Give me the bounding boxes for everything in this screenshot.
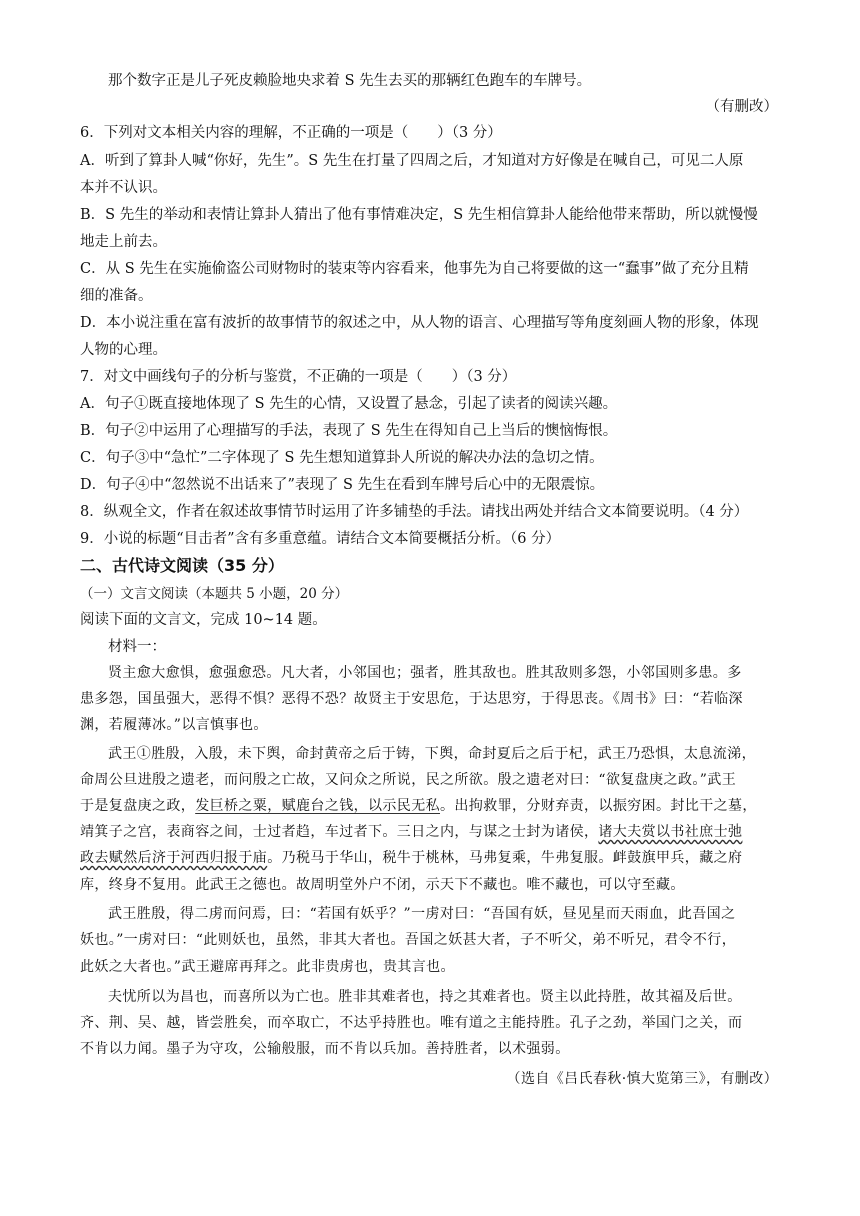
para3-line1: 武王胜殷，得二虏而问焉，曰：“若国有妖乎？”一虏对曰：“吾国有妖，昼见星而天雨血，此吾国之: [108, 906, 736, 922]
para3-line2: 妖也。”一虏对曰：“此则妖也，虽然，非其大者也。吾国之妖甚大者，子不听父，弟不听兄，君令不行，: [80, 932, 737, 948]
para2-line4-text-a: 靖箕子之宫，表商容之间，士过者趋，车过者下。三日之内，与谋之士封为诸侯，: [80, 824, 599, 840]
q7-option-c: C．句子③中“急忙”二字体现了 S 先生想知道算卦人所说的解决办法的急切之情。: [80, 450, 604, 466]
para1-line3: 渊，若履薄冰。”以言慎事也。: [80, 717, 268, 733]
q6-option-b-cont: 地走上前去。: [80, 234, 167, 250]
q6-option-d-cont: 人物的心理。: [80, 342, 167, 358]
wavy-underlined-sentence-a: 诸大夫赏以书社庶士弛: [598, 824, 743, 840]
subsection-title: （一）文言文阅读（本题共 5 小题，20 分）: [80, 586, 349, 602]
para2-line5: [80, 849, 780, 867]
q6-option-d: D．本小说注重在富有波折的故事情节的叙述之中，从人物的语言、心理描写等角度刻画人物的形象，体现: [80, 315, 759, 331]
q6-option-a: A．听到了算卦人喊“你好，先生”。S 先生在打量了四周之后，才知道对方好像是在喊自己，可见二人原: [80, 153, 744, 169]
underlined-sentence-1: 发巨桥之粟，赋鹿台之钱，以示民无私: [195, 798, 441, 814]
q6-option-c-cont: 细的准备。: [80, 288, 153, 304]
para2-line3-text-b: 。出拘救罪，分财弃责，以振穷困。封比干之墓，: [440, 798, 757, 814]
q9: 9．小说的标题“目击者”含有多重意蕴。请结合文本简要概括分析。（6 分）: [80, 531, 561, 547]
q7-option-b: B．句子②中运用了心理描写的手法，表现了 S 先生在得知自己上当后的懊恼悔恨。: [80, 423, 618, 439]
para4-line3: 不肯以力闻。墨子为守攻，公输般服，而不肯以兵加。善持胜者，以术强弱。: [80, 1041, 570, 1057]
q6-option-b: B．S 先生的举动和表情让算卦人猜出了他有事情难决定，S 先生相信算卦人能给他带来帮助，所以就慢慢: [80, 207, 758, 223]
section-title: 二、古代诗文阅读（35 分）: [80, 556, 284, 575]
para2-line4: [80, 823, 780, 841]
para2-line1: 武王①胜殷，入殷，未下舆，命封黄帝之后于铸，下舆，命封夏后之后于杞，武王乃恐惧，太息流涕，: [108, 746, 756, 762]
material-label: 材料一：: [108, 639, 166, 655]
wavy-underlined-sentence-b: 政去赋然后济于河西归报于庙: [80, 850, 268, 866]
passage-note: （有删改）: [705, 99, 778, 115]
para4-line1: 夫忧所以为昌也，而喜所以为亡也。胜非其难者也，持之其难者也。贤主以此持胜，故其福及后世。: [108, 989, 742, 1005]
para2-line5-text-b: 。乃税马于华山，税牛于桃林，马弗复乘，牛弗复服。衅鼓旗甲兵，藏之府: [267, 850, 743, 866]
para2-line3: [80, 797, 780, 815]
para2-line3-text-a: 于是复盘庚之政，: [80, 798, 196, 814]
q6-option-c: C．从 S 先生在实施偷盗公司财物时的装束等内容看来，他事先为自己将要做的这一“蠢事”做了充分且精: [80, 261, 749, 277]
para2-line6: 库，终身不复用。此武王之德也。故周明堂外户不闭，示天下不藏也。唯不藏也，可以守至藏。: [80, 877, 685, 893]
q7-option-d: D．句子④中“忽然说不出话来了”表现了 S 先生在看到车牌号后心中的无限震惊。: [80, 477, 605, 493]
instruction: 阅读下面的文言文，完成 10~14 题。: [80, 612, 327, 628]
q7-stem: 7．对文中画线句子的分析与鉴赏，不正确的一项是（ ）（3 分）: [80, 369, 517, 385]
q6-stem: 6．下列对文本相关内容的理解，不正确的一项是（ ）（3 分）: [80, 125, 502, 141]
q6-option-a-cont: 本并不认识。: [80, 180, 167, 196]
passage-last-line: 那个数字正是儿子死皮赖脸地央求着 S 先生去买的那辆红色跑车的车牌号。: [108, 73, 592, 89]
q7-option-a: A．句子①既直接地体现了 S 先生的心情，又设置了悬念，引起了读者的阅读兴趣。: [80, 396, 618, 412]
para2-line2: 命周公旦进殷之遗老，而问殷之亡故，又问众之所说，民之所欲。殷之遗老对曰：“欲复盘庚之政。”武王: [80, 772, 737, 788]
para4-line2: 齐、荆、吴、越，皆尝胜矣，而卒取亡，不达乎持胜也。唯有道之主能持胜。孔子之劲，举国门之关，而: [80, 1015, 743, 1031]
q8: 8．纵观全文，作者在叙述故事情节时运用了许多铺垫的手法。请找出两处并结合文本简要说明。（4 分）: [80, 504, 749, 520]
para3-line3: 此妖之大者也。”武王避席再拜之。此非贵虏也，贵其言也。: [80, 959, 455, 975]
para1-line1: 贤主愈大愈惧，愈强愈恐。凡大者，小邻国也；强者，胜其敌也。胜其敌则多怨，小邻国则多患。多: [108, 665, 742, 681]
para1-line2: 患多怨，国虽强大，恶得不惧？恶得不恐？故贤主于安思危，于达思穷，于得思丧。《周书》曰：“若临深: [80, 691, 743, 707]
source-citation: （选自《吕氏春秋·慎大览第三》，有删改）: [506, 1071, 778, 1087]
